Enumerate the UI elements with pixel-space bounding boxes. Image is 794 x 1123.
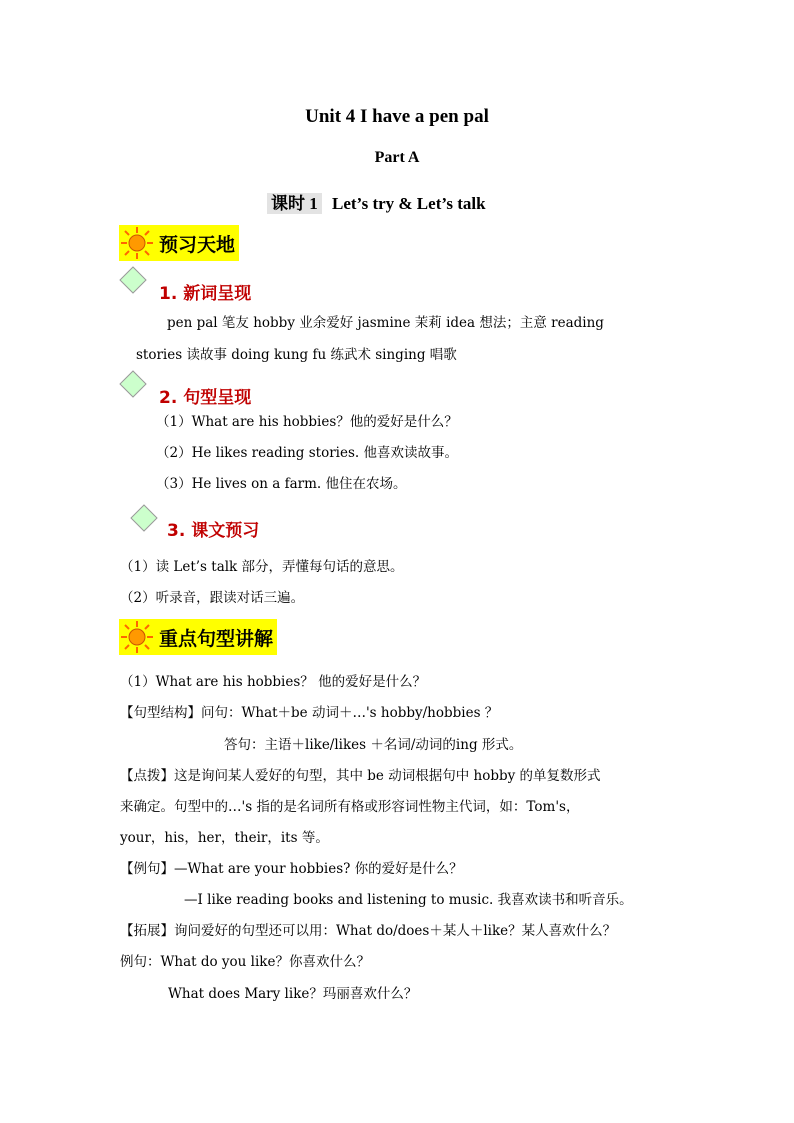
part-title: Part A [374,149,420,166]
section-banner-key-sentences [119,619,277,655]
explain-line: 【句型结构】问句：What＋be 动词＋…'s hobby/hobbies ？ [120,705,499,721]
sentence-item: （1）What are his hobbies？他的爱好是什么？ [156,414,458,430]
explain-line: 【例句】—What are your hobbies? 你的爱好是什么？ [120,861,463,877]
preview-item: （1）读 Let’s talk 部分，弄懂每句话的意思。 [120,559,404,575]
preview-item: （2）听录音，跟读对话三遍。 [120,590,305,606]
explain-line: 答句：主语＋like/likes ＋名词/动词的ing 形式。 [224,737,523,753]
explain-line: 【拓展】询问爱好的句型还可以用：What do/does＋某人＋like？某人喜欢什么？ [120,923,617,939]
unit-title: Unit 4 I have a pen pal [305,106,489,127]
banner-text: 重点句型讲解 [159,627,274,650]
sentence-item: （3）He lives on a farm. 他住在农场。 [156,476,407,492]
subheading-new-words: 1. 新词呈现 [159,284,252,304]
subheading-text-preview: 3. 课文预习 [167,521,260,541]
diamond-icon [130,504,158,532]
explain-line: 例句：What do you like？你喜欢什么？ [120,954,370,970]
explain-line: —I like reading books and listening to music. 我喜欢读书和听音乐。 [184,892,633,908]
diamond-icon [119,266,147,294]
lesson-label: 课时 1 [267,193,322,214]
lesson-topic: Let’s try & Let’s talk [332,194,486,213]
vocab-line-2: stories 读故事 doing kung fu 练武术 singing 唱歌 [136,347,457,363]
banner-text: 预习天地 [159,233,236,256]
explain-line: （1）What are his hobbies？ 他的爱好是什么？ [120,674,427,690]
diamond-icon [119,370,147,398]
explain-line: your，his，her，their，its 等。 [120,830,329,846]
sentence-item: （2）He likes reading stories. 他喜欢读故事。 [156,445,458,461]
vocab-line-1: pen pal 笔友 hobby 业余爱好 jasmine 茉莉 idea 想法；主意 reading [167,315,604,331]
lesson-title [267,189,486,214]
sun-icon [119,225,155,261]
explain-line: 来确定。句型中的…'s 指的是名词所有格或形容词性物主代词，如：Tom's， [120,799,580,815]
explain-line: 【点拨】这是询问某人爱好的句型，其中 be 动词根据句中 hobby 的单复数形式 [120,768,601,784]
explain-line: What does Mary like？玛丽喜欢什么？ [168,986,418,1002]
subheading-sentence-patterns: 2. 句型呈现 [159,388,252,408]
sun-icon [119,619,155,655]
section-banner-preview [119,225,239,261]
